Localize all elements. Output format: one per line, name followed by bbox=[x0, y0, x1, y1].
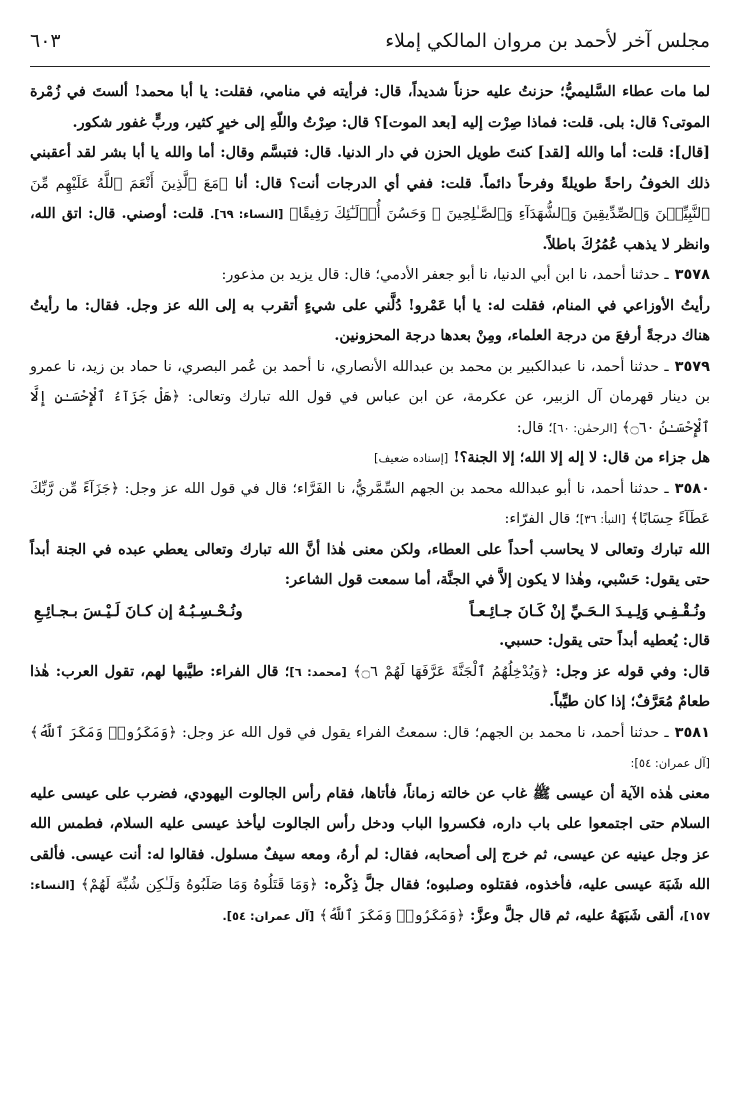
poem-hemistich-right: ونُـقْـفِـي وَلِـيـدَ الـحَـيِّ إنْ كَـانَ جـائِـعـاً bbox=[469, 601, 706, 620]
hadith-3580-text2: قال: يُعطيه أبداً حتى يقول: حسبي. bbox=[499, 632, 710, 649]
hadith-3581-text bbox=[30, 779, 710, 932]
hadith-3580-text3 bbox=[30, 657, 710, 718]
isnad-tail: ؛ قال الفرّاء: bbox=[504, 511, 580, 527]
isnad-tail: ؛ قال: bbox=[516, 419, 553, 436]
isnad-text: ـ حدثنا أحمد، نا محمد بن الجهم؛ قال: سمعتُ الفراء يقول في قول الله عز وجل: bbox=[181, 724, 669, 741]
verse-reference: [آل عمران: ٥٤]: bbox=[630, 756, 710, 770]
hadith-3579-text bbox=[30, 443, 710, 474]
quran-verse: ﴿وَمَكَرُوا۟ وَمَكَرَ ٱللَّهُ﴾ bbox=[30, 724, 177, 741]
isnad-text: ـ حدثنا أحمد، نا عبدالكبير بن محمد بن عبدالله الأنصاري، نا أحمد بن عُمر البصري، نا حماد بن زيد، نا عمرو بن دينار قهرمان آل الزبير، عن عكرمة، عن ابن عباس في قول الله تبارك وتعالى: bbox=[30, 358, 710, 405]
commentary-text: قال: وفي قوله عز وجل: bbox=[555, 662, 710, 680]
hadith-number: ٣٥٧٩ bbox=[674, 358, 710, 375]
hadith-3578-isnad bbox=[30, 260, 710, 291]
poem-verse bbox=[30, 596, 710, 627]
page-body bbox=[30, 77, 710, 931]
dialogue-text-end: قلت: أوصني. قال: اتق الله، وانظر لا يذهب عُمُرُكَ باطلاً. bbox=[30, 205, 710, 253]
paragraph-dream-dialogue bbox=[30, 138, 710, 260]
hadith-3579-isnad bbox=[30, 352, 710, 444]
isnad-text: ـ حدثنا أحمد، نا أبو عبدالله محمد بن الجهم السِّمَّريُّ، نا الفَرَّاء؛ قال في قول الله عز وجل: bbox=[124, 480, 669, 497]
poem-hemistich-left: ونُـحْـسِـبُـهُ إن كـانَ لَـيْـسَ بـجـائِـعِ bbox=[34, 601, 243, 620]
verse-reference: [محمد: ٦] bbox=[289, 664, 347, 679]
commentary-text: معنى هٰذه الآية أن عيسى ﷺ غاب عن خالته زماناً، فأتاها، فقام رأس الجالوت اليهودي، فضرب على عيسى عليه السلام حتى اجتمعوا على باب داره، فكسروا الباب ودخل رأس الجالوت ليأخذ عيسى عليه السلام، فطمس الله عز وجل عينيه عن عيسى، ثم خرج إلى أصحابه، فقال: لم أرهُ، ومعه سيفٌ مسلول. فقالوا له: أنت عيسى. فألقى الله شَبَهَ عيسى عليه، فأخذوه، فقتلوه وصلبوه؛ فقال جلَّ ذِكْره: bbox=[30, 784, 710, 893]
verse-reference: [النبأ: ٣٦] bbox=[579, 512, 626, 526]
hadith-text: هل جزاء من قال: لا إله إلا الله؛ إلا الجنة؟! bbox=[453, 449, 710, 466]
hadith-3580-text: الله تبارك وتعالى لا يحاسب أحداً على العطاء، ولكن معنى هٰذا أنَّ الله تبارك وتعالى يعطي عبده في الجنة أبداً حتى يقول: حَسْبي، وهٰذا لا يكون إلاَّ في الجنَّة، أما سمعت قول الشاعر: bbox=[30, 540, 710, 588]
page-number: ٦٠٣ bbox=[30, 30, 61, 52]
quran-verse: ﴿وَمَا قَتَلُوهُ وَمَا صَلَبُوهُ وَلَـٰكِن شُبِّهَ لَهُمْ﴾ bbox=[80, 877, 318, 893]
isnad-text: ـ حدثنا أحمد، نا ابن أبي الدنيا، نا أبو جعفر الأدمي؛ قال: قال يزيد بن مذعور: bbox=[221, 267, 669, 283]
quran-verse: ﴿مَعَ ٱلَّذِينَ أَنْعَمَ ٱللَّهُ عَلَيْهِم مِّنَ ٱلنَّبِيِّـۧنَ وَٱلصِّدِّيقِينَ وَٱلشُّهَدَآءِ وَٱلصَّـٰلِحِينَ ۚ وَحَسُنَ أُو۟لَـٰٓئِكَ رَفِيقًا﴾ bbox=[30, 175, 710, 222]
dialogue-text: [قال]: قلت: أما والله [لقد] كنتَ طويل الحزن في دار الدنيا. قال: فتبسَّم وقال: أما والله يا أبا بشر لقد أعقبني ذلك الخوفُ راحةً طويلةً وفرحاً دائماً. قلت: ففي أي الدرجات أنت؟ قال: أنا bbox=[30, 144, 710, 192]
quran-verse: ﴿هَلْ جَزَآءُ ٱلْإِحْسَـٰنِ إِلَّا ٱلْإِحْسَـٰنُ ۝٦٠﴾ bbox=[30, 389, 710, 436]
hadith-number: ٣٥٧٨ bbox=[674, 267, 710, 283]
commentary-text-end: ؛ قال الفراء: طيَّبها لهم، تقول العرب: هٰذا طعامٌ مُعَرَّفٌ؛ إذا كان طيِّباً. bbox=[30, 662, 710, 710]
commentary-text-mid: ، ألقى شَبَهَهُ عليه، ثم قال جلَّ وعزَّ: bbox=[470, 906, 684, 924]
hadith-number: ٣٥٨١ bbox=[674, 724, 710, 741]
running-title: مجلس آخر لأحمد بن مروان المالكي إملاء bbox=[385, 30, 710, 52]
paragraph-ata: لما مات عطاء السَّليميُّ؛ حزنتُ عليه حزناً شديداً، قال: فرأيته في منامي، فقلت: يا أبا محمد! ألستَ في زُمْرة الموتى؟ قال: بلى. قلت: فماذا صِرْت إليه [بعد الموت]؟ قال: صِرْتُ واللّهِ إلى خيرٍ كثير، وربٍّ غفور شكور. bbox=[30, 83, 710, 131]
hadith-3580-isnad bbox=[30, 474, 710, 535]
hadith-3578-text: رأيتُ الأوزاعي في المنام، فقلت له: يا أبا عَمْرو! دُلَّني على شيءٍ أتقرب به إلى الله عز وجل. فقال: ما رأيتُ هناك درجةً أرفعَ من درجة العلماء، ومِنْ بعدها درجة المحزونين. bbox=[30, 296, 710, 344]
grading-note: [إسناده ضعيف] bbox=[374, 451, 449, 465]
quran-verse: ﴿وَيُدْخِلُهُمُ ٱلْجَنَّةَ عَرَّفَهَا لَهُمْ ۝٦﴾ bbox=[353, 663, 550, 680]
hadith-3581-isnad bbox=[30, 718, 710, 779]
verse-reference: [النساء: ٦٩]. bbox=[209, 207, 284, 221]
verse-reference: [الرحمٰن: ٦٠] bbox=[552, 420, 618, 435]
verse-reference: [النساء: ١٥٧] bbox=[30, 878, 710, 923]
page-header bbox=[30, 30, 710, 67]
quran-verse: ﴿وَمَكَرُوا۟ وَمَكَرَ ٱللَّهُ﴾ bbox=[319, 907, 465, 924]
verse-reference: [آل عمران: ٥٤]. bbox=[222, 908, 315, 923]
quran-verse: ﴿جَزَآءً مِّن رَّبِّكَ عَطَآءً حِسَابًا﴾ bbox=[30, 480, 710, 527]
hadith-number: ٣٥٨٠ bbox=[674, 480, 711, 497]
